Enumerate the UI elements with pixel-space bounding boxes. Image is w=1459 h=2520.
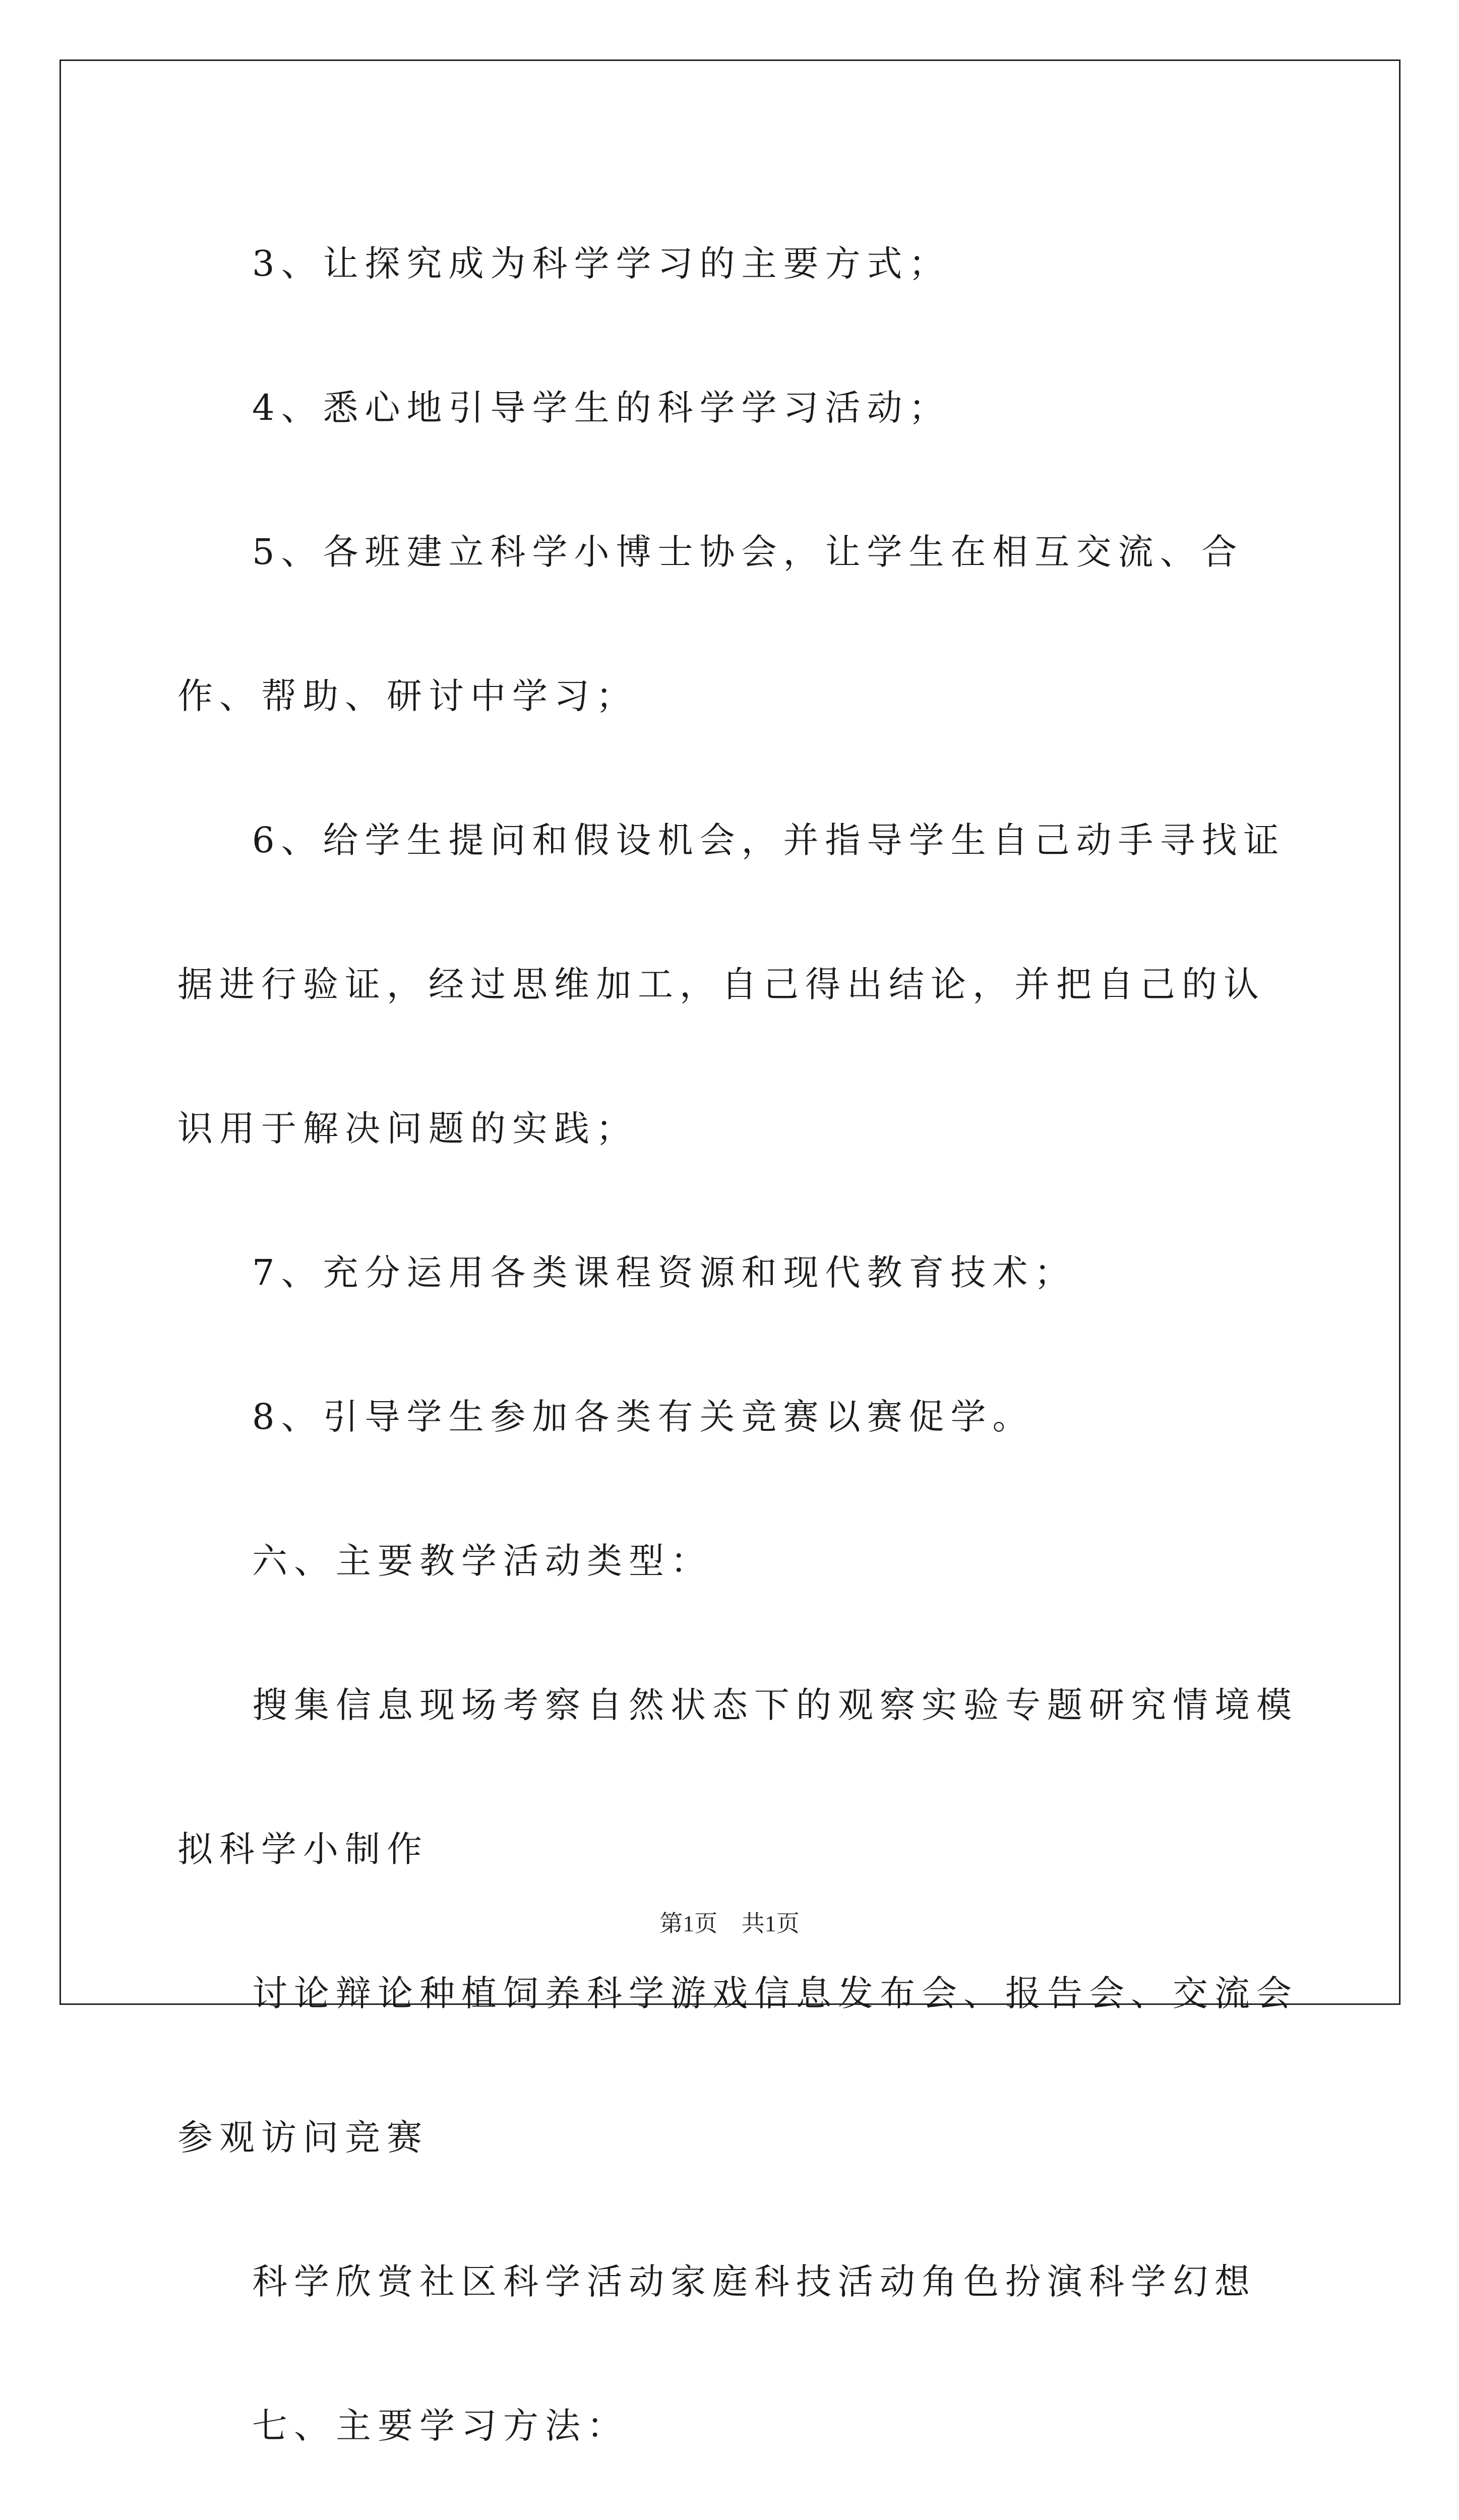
activity-list-1: 搜集信息现场考察自然状态下的观察实验专题研究情境模拟科学小制作 <box>177 1684 1298 1870</box>
paragraph-item-4: 4、悉心地引导学生的科学学习活动； <box>252 387 951 428</box>
paragraph-item-8: 8、引导学生参加各类有关竞赛以赛促学。 <box>252 1396 1035 1437</box>
page-number: 第1页 <box>659 1911 718 1936</box>
paragraph-item-3: 3、让探究成为科学学习的主要方式； <box>252 243 951 284</box>
section-heading-activity-types: 六、主要教学活动类型： <box>252 1540 712 1582</box>
page-total: 共1页 <box>741 1911 800 1936</box>
paragraph-item-7: 7、充分运用各类课程资源和现代教育技术； <box>252 1252 1076 1293</box>
document-body <box>177 192 1307 2520</box>
paragraph-item-5: 5、各班建立科学小博士协会，让学生在相互交流、合作、帮助、研讨中学习； <box>177 531 1244 717</box>
activity-list-2: 讨论辩论种植饲养科学游戏信息发布会、报告会、交流会参观访问竞赛 <box>177 1973 1298 2158</box>
section-heading-learning-methods: 七、主要学习方法： <box>252 2405 629 2446</box>
paragraph-item-6: 6、给学生提问和假设机会，并指导学生自己动手寻找证据进行验证，经过思维加工，自己得出结论，并把自己的认识用于解决问题的实践； <box>177 820 1286 1149</box>
page-footer <box>0 1905 1459 1938</box>
activity-list-3: 科学欣赏社区科学活动家庭科技活动角色扮演科学幻想 <box>252 2261 1256 2302</box>
methods-list <box>177 2498 1307 2520</box>
